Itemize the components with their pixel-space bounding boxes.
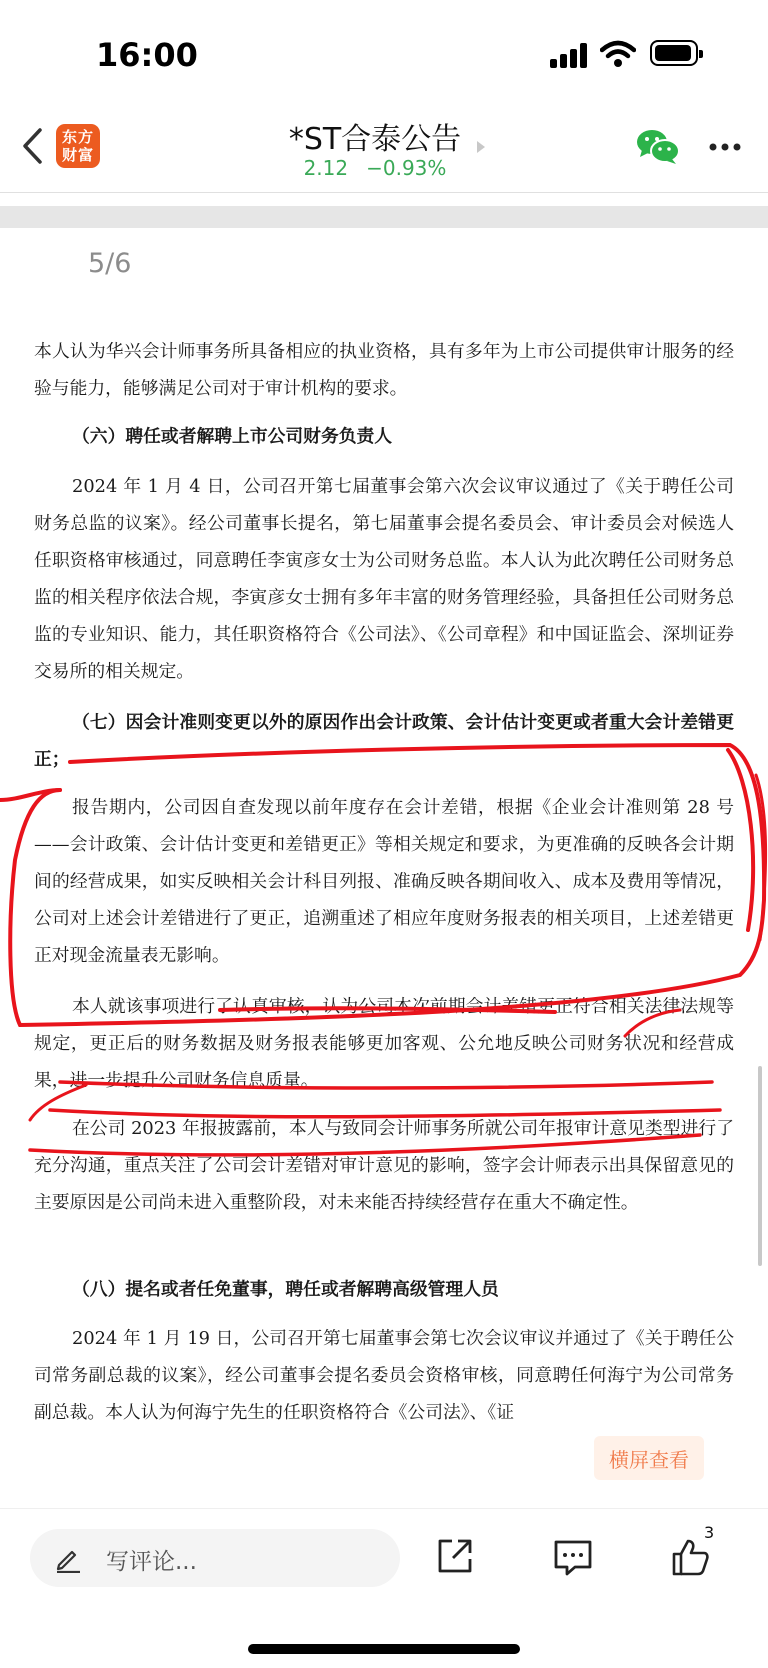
comment-input[interactable] <box>30 1529 400 1587</box>
eastmoney-logo <box>56 124 100 168</box>
stock-change: −0.93% <box>366 156 447 180</box>
pencil-icon <box>54 1545 82 1573</box>
cellular-signal-icon <box>550 42 590 68</box>
like-count: 3 <box>704 1523 715 1542</box>
thumbs-up-icon[interactable] <box>670 1537 710 1577</box>
wifi-icon <box>600 40 636 68</box>
paragraph-auditor-opinion: 本人认为华兴会计师事务所具备相应的执业资格，具有多年为上市公司提供审计服务的经验与能力，能够满足公司对于审计机构的要求。 <box>34 341 734 399</box>
heading-section-8: （八）提名或者任免董事，聘任或者解聘高级管理人员 <box>72 1279 499 1300</box>
paragraph-cfo-appointment: 2024 年 1 月 4 日，公司召开第七届董事会第六次会议审议通过了《关于聘任公司财务总监的议案》。经公司董事长提名，第七届董事会提名委员会、审计委员会对候选人任职资格审核通过，同意聘任李寅彦女士为公司财务总监。本人认为此次聘任公司财务总监的相关程序依法合规，李寅彦女士拥有多年丰富的财务管理经验，具备担任公司财务总监的专业知识、能力，其任职资格符合《公司法》、《公司章程》和中国证监会、深圳证券交易所的相关规定。 <box>34 476 734 682</box>
logo-text-top: 东方 <box>61 128 94 146</box>
comment-icon[interactable] <box>553 1539 593 1577</box>
heading-section-7: （七）因会计准则变更以外的原因作出会计政策、会计估计变更或者重大会计差错更正； <box>34 712 734 770</box>
landscape-view-button[interactable]: 横屏查看 <box>594 1436 704 1480</box>
comment-placeholder: 写评论... <box>106 1549 197 1575</box>
header-divider <box>0 192 768 193</box>
paragraph-accounting-correction: 报告期内，公司因自查发现以前年度存在会计差错，根据《企业会计准则第 28 号——会计政策、会计估计变更和差错更正》等相关规定和要求，为更准确的反映各会计期间的经营成果，如实反映相关会计科目列报、准确反映各期间收入、成本及费用等情况，公司对上述会计差错进行了更正，追溯重述了相应年度财务报表的相关项目，上述差错更正对现金流量表无影响。 <box>34 797 734 966</box>
home-indicator[interactable] <box>248 1644 520 1654</box>
document-top-band <box>0 206 768 228</box>
heading-section-6: （六）聘任或者解聘上市公司财务负责人 <box>72 426 393 447</box>
status-time: 16:00 <box>96 36 198 74</box>
more-options-icon[interactable] <box>708 142 742 152</box>
page-indicator: 5/6 <box>88 248 132 279</box>
bottom-action-bar <box>0 1508 768 1668</box>
stock-title[interactable]: *ST合泰公告 <box>288 122 462 157</box>
triangle-right-icon <box>476 140 486 154</box>
stock-quote <box>230 156 520 180</box>
nav-header <box>0 100 768 192</box>
paragraph-review-opinion: 本人就该事项进行了认真审核，认为公司本次前期会计差错更正符合相关法律法规等规定，更正后的财务数据及财务报表能够更加客观、公允地反映公司财务状况和经营成果，进一步提升公司财务信息质量。 <box>34 996 734 1091</box>
logo-text-bottom: 财富 <box>61 146 94 164</box>
stock-price: 2.12 <box>303 156 349 180</box>
paragraph-vp-appointment: 2024 年 1 月 19 日，公司召开第七届董事会第七次会议审议并通过了《关于聘任公司常务副总裁的议案》，经公司董事会提名委员会资格审核，同意聘任何海宁为公司常务副总裁。本人认为何海宁先生的任职资格符合《公司法》、《证 <box>34 1328 734 1423</box>
paragraph-annual-report-audit: 在公司 2023 年报披露前，本人与致同会计师事务所就公司年报审计意见类型进行了充分沟通，重点关注了公司会计差错对审计意见的影响，签字会计师表示出具保留意见的主要原因是公司尚未进入重整阶段，对未来能否持续经营存在重大不确定性。 <box>34 1118 734 1213</box>
scrollbar[interactable] <box>758 1066 762 1266</box>
back-arrow-icon[interactable] <box>20 126 46 166</box>
share-icon[interactable] <box>436 1537 474 1575</box>
wechat-share-icon[interactable] <box>636 128 680 166</box>
status-bar <box>0 0 768 100</box>
battery-icon <box>650 40 698 66</box>
